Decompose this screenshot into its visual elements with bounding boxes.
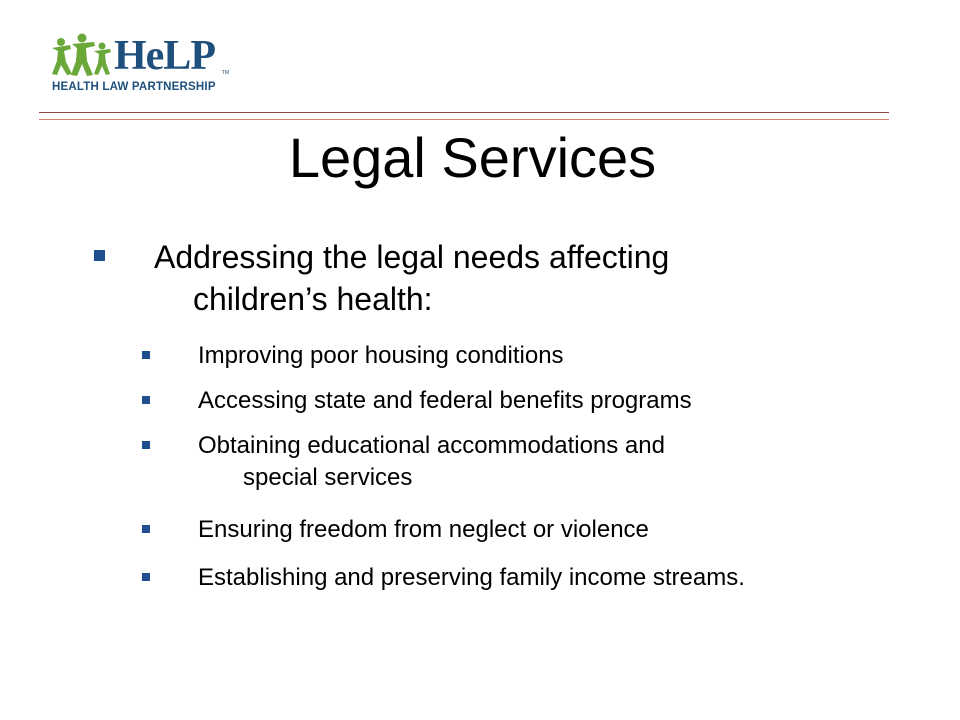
logo-wordmark: HeLP xyxy=(114,33,215,79)
square-bullet-icon xyxy=(142,351,150,359)
logo-trademark: TM xyxy=(222,70,230,76)
sub-bullet-text-continued: special services xyxy=(243,464,413,491)
sub-bullet-text: Establishing and preserving family income streams. xyxy=(198,564,745,591)
square-bullet-icon xyxy=(142,441,150,449)
family-figures-icon xyxy=(50,32,120,76)
main-bullet-line1: Addressing the legal needs affecting xyxy=(154,239,670,275)
square-bullet-icon xyxy=(142,396,150,404)
square-bullet-icon xyxy=(142,573,150,581)
slide-title: Legal Services xyxy=(288,126,657,189)
main-bullet-line2: children’s health: xyxy=(193,281,433,317)
sub-bullet-text: Ensuring freedom from neglect or violence xyxy=(198,516,649,543)
help-logo xyxy=(50,30,250,100)
sub-bullet-text: Accessing state and federal benefits programs xyxy=(198,387,692,414)
header-rule-dark xyxy=(39,112,889,113)
square-bullet-icon xyxy=(94,250,105,261)
square-bullet-icon xyxy=(142,525,150,533)
header-rule-light xyxy=(39,119,889,120)
logo-subtitle: HEALTH LAW PARTNERSHIP xyxy=(52,81,216,93)
sub-bullet-text: Obtaining educational accommodations and xyxy=(198,432,665,459)
sub-bullet-text: Improving poor housing conditions xyxy=(198,342,564,369)
